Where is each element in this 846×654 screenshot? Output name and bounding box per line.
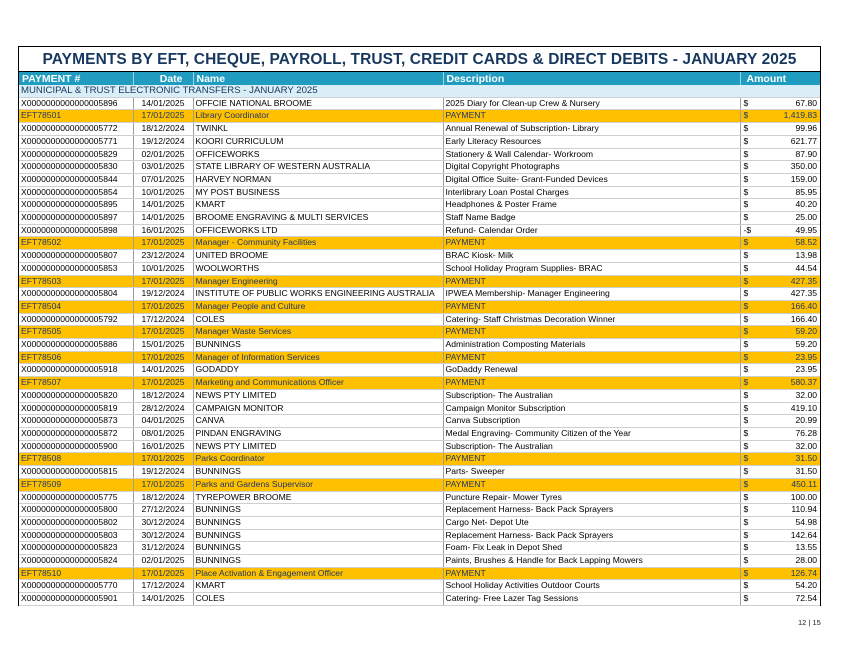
name-cell: OFFICEWORKS [193, 148, 443, 161]
currency-cell: $ [740, 161, 756, 174]
currency-cell: $ [740, 326, 756, 339]
date-cell: 31/12/2024 [133, 542, 193, 555]
name-cell: BUNNINGS [193, 542, 443, 555]
table-row [19, 389, 820, 402]
table-row [19, 364, 820, 377]
table-row [19, 440, 820, 453]
date-cell: 10/01/2025 [133, 262, 193, 275]
name-cell: KMART [193, 580, 443, 593]
amount-cell: 87.90 [756, 148, 820, 161]
description-cell: PAYMENT [443, 478, 740, 491]
currency-cell: $ [740, 199, 756, 212]
description-cell: Foam- Fix Leak in Depot Shed [443, 542, 740, 555]
amount-cell: 427.35 [756, 275, 820, 288]
eft-payment-row [19, 326, 820, 339]
currency-cell: $ [740, 415, 756, 428]
table-row [19, 466, 820, 479]
payment-cell: X0000000000000005901 [19, 593, 133, 606]
payment-cell: X0000000000000005771 [19, 135, 133, 148]
table-row [19, 123, 820, 136]
amount-cell: 350.00 [756, 161, 820, 174]
payment-cell: X0000000000000005886 [19, 339, 133, 352]
name-cell: BUNNINGS [193, 529, 443, 542]
payment-cell: X0000000000000005873 [19, 415, 133, 428]
payment-cell: X0000000000000005815 [19, 466, 133, 479]
amount-cell: 142.64 [756, 529, 820, 542]
description-cell: BRAC Kiosk- Milk [443, 250, 740, 263]
payment-cell: X0000000000000005900 [19, 440, 133, 453]
date-cell: 14/01/2025 [133, 97, 193, 110]
date-cell: 28/12/2024 [133, 402, 193, 415]
currency-cell: $ [740, 351, 756, 364]
description-cell: Catering- Free Lazer Tag Sessions [443, 593, 740, 606]
eft-payment-row [19, 275, 820, 288]
table-row [19, 339, 820, 352]
table-row [19, 415, 820, 428]
payments-table [19, 72, 820, 606]
name-cell: Manager Engineering [193, 275, 443, 288]
description-cell: Medal Engraving- Community Citizen of the Year [443, 427, 740, 440]
payment-cell: X0000000000000005896 [19, 97, 133, 110]
currency-cell: $ [740, 555, 756, 568]
currency-cell: $ [740, 593, 756, 606]
payment-cell: X0000000000000005898 [19, 224, 133, 237]
date-cell: 19/12/2024 [133, 288, 193, 301]
table-row [19, 186, 820, 199]
currency-cell: $ [740, 427, 756, 440]
page-number: 12 | 15 [798, 618, 821, 627]
date-cell: 17/01/2025 [133, 567, 193, 580]
eft-payment-row [19, 110, 820, 123]
payment-cell: X0000000000000005804 [19, 288, 133, 301]
description-cell: PAYMENT [443, 110, 740, 123]
payment-cell: X0000000000000005897 [19, 212, 133, 225]
description-cell: Refund- Calendar Order [443, 224, 740, 237]
description-cell: Replacement Harness- Back Pack Sprayers [443, 529, 740, 542]
description-cell: Replacement Harness- Back Pack Sprayers [443, 504, 740, 517]
description-cell: Digital Office Suite- Grant-Funded Devices [443, 173, 740, 186]
name-cell: BROOME ENGRAVING & MULTI SERVICES [193, 212, 443, 225]
currency-cell: $ [740, 288, 756, 301]
eft-payment-row [19, 300, 820, 313]
payment-cell: X0000000000000005823 [19, 542, 133, 555]
name-cell: MY POST BUSINESS [193, 186, 443, 199]
table-row [19, 555, 820, 568]
date-cell: 30/12/2024 [133, 516, 193, 529]
amount-cell: 621.77 [756, 135, 820, 148]
description-cell: PAYMENT [443, 453, 740, 466]
description-cell: PAYMENT [443, 326, 740, 339]
table-header-row [19, 72, 820, 85]
name-cell: STATE LIBRARY OF WESTERN AUSTRALIA [193, 161, 443, 174]
amount-cell: 1,419.83 [756, 110, 820, 123]
payment-cell: X0000000000000005803 [19, 529, 133, 542]
name-cell: COLES [193, 593, 443, 606]
header-description: Description [443, 72, 740, 85]
description-cell: Interlibrary Loan Postal Charges [443, 186, 740, 199]
table-row [19, 161, 820, 174]
description-cell: Stationery & Wall Calendar- Workroom [443, 148, 740, 161]
currency-cell: $ [740, 97, 756, 110]
currency-cell: $ [740, 504, 756, 517]
date-cell: 19/12/2024 [133, 466, 193, 479]
currency-cell: $ [740, 173, 756, 186]
amount-cell: 166.40 [756, 300, 820, 313]
payment-cell: X0000000000000005854 [19, 186, 133, 199]
description-cell: Subscription- The Australian [443, 440, 740, 453]
currency-cell: $ [740, 313, 756, 326]
payment-cell: EFT78503 [19, 275, 133, 288]
description-cell: Campaign Monitor Subscription [443, 402, 740, 415]
currency-cell: $ [740, 135, 756, 148]
payment-cell: EFT78502 [19, 237, 133, 250]
name-cell: UNITED BROOME [193, 250, 443, 263]
name-cell: Place Activation & Engagement Officer [193, 567, 443, 580]
date-cell: 18/12/2024 [133, 389, 193, 402]
currency-cell: $ [740, 453, 756, 466]
name-cell: BUNNINGS [193, 466, 443, 479]
date-cell: 18/12/2024 [133, 491, 193, 504]
name-cell: Manager - Community Facilities [193, 237, 443, 250]
name-cell: KMART [193, 199, 443, 212]
name-cell: BUNNINGS [193, 555, 443, 568]
table-row [19, 542, 820, 555]
description-cell: Headphones & Poster Frame [443, 199, 740, 212]
amount-cell: 32.00 [756, 440, 820, 453]
description-cell: Annual Renewal of Subscription- Library [443, 123, 740, 136]
payment-cell: X0000000000000005792 [19, 313, 133, 326]
date-cell: 17/01/2025 [133, 275, 193, 288]
table-row [19, 173, 820, 186]
date-cell: 17/01/2025 [133, 110, 193, 123]
payment-cell: X0000000000000005820 [19, 389, 133, 402]
amount-cell: 40.20 [756, 199, 820, 212]
name-cell: CAMPAIGN MONITOR [193, 402, 443, 415]
name-cell: OFFCIE NATIONAL BROOME [193, 97, 443, 110]
amount-cell: 31.50 [756, 466, 820, 479]
payment-cell: X0000000000000005872 [19, 427, 133, 440]
description-cell: Digital Copyright Photographs [443, 161, 740, 174]
amount-cell: 25.00 [756, 212, 820, 225]
date-cell: 16/01/2025 [133, 440, 193, 453]
eft-payment-row [19, 567, 820, 580]
name-cell: KOORI CURRICULUM [193, 135, 443, 148]
table-row [19, 516, 820, 529]
currency-cell: $ [740, 402, 756, 415]
currency-cell: -$ [740, 224, 756, 237]
amount-cell: 580.37 [756, 377, 820, 390]
payment-cell: EFT78501 [19, 110, 133, 123]
date-cell: 14/01/2025 [133, 593, 193, 606]
amount-cell: 31.50 [756, 453, 820, 466]
name-cell: TYREPOWER BROOME [193, 491, 443, 504]
name-cell: BUNNINGS [193, 504, 443, 517]
date-cell: 17/01/2025 [133, 300, 193, 313]
amount-cell: 159.00 [756, 173, 820, 186]
amount-cell: 100.00 [756, 491, 820, 504]
amount-cell: 54.20 [756, 580, 820, 593]
description-cell: PAYMENT [443, 275, 740, 288]
date-cell: 15/01/2025 [133, 339, 193, 352]
payment-cell: EFT78508 [19, 453, 133, 466]
table-row [19, 491, 820, 504]
amount-cell: 99.96 [756, 123, 820, 136]
name-cell: Parks Coordinator [193, 453, 443, 466]
section-row [19, 85, 820, 97]
amount-cell: 23.95 [756, 351, 820, 364]
currency-cell: $ [740, 516, 756, 529]
table-row [19, 529, 820, 542]
date-cell: 07/01/2025 [133, 173, 193, 186]
currency-cell: $ [740, 440, 756, 453]
table-row [19, 97, 820, 110]
amount-cell: 13.98 [756, 250, 820, 263]
amount-cell: 32.00 [756, 389, 820, 402]
currency-cell: $ [740, 123, 756, 136]
date-cell: 16/01/2025 [133, 224, 193, 237]
payment-cell: X0000000000000005800 [19, 504, 133, 517]
date-cell: 17/01/2025 [133, 351, 193, 364]
name-cell: OFFICEWORKS LTD [193, 224, 443, 237]
date-cell: 10/01/2025 [133, 186, 193, 199]
name-cell: BUNNINGS [193, 516, 443, 529]
amount-cell: 54.98 [756, 516, 820, 529]
currency-cell: $ [740, 389, 756, 402]
name-cell: Manager Waste Services [193, 326, 443, 339]
description-cell: Paints, Brushes & Handle for Back Lapping Mowers [443, 555, 740, 568]
payment-cell: X0000000000000005770 [19, 580, 133, 593]
payment-cell: X0000000000000005853 [19, 262, 133, 275]
currency-cell: $ [740, 580, 756, 593]
table-row [19, 313, 820, 326]
amount-cell: 85.95 [756, 186, 820, 199]
date-cell: 02/01/2025 [133, 555, 193, 568]
amount-cell: 28.00 [756, 555, 820, 568]
currency-cell: $ [740, 529, 756, 542]
payment-cell: EFT78510 [19, 567, 133, 580]
description-cell: PAYMENT [443, 351, 740, 364]
amount-cell: 44.54 [756, 262, 820, 275]
payment-cell: X0000000000000005775 [19, 491, 133, 504]
date-cell: 17/01/2025 [133, 377, 193, 390]
amount-cell: 59.20 [756, 326, 820, 339]
page-title: PAYMENTS BY EFT, CHEQUE, PAYROLL, TRUST, CREDIT CARDS & DIRECT DEBITS - JANUARY 2025 [19, 47, 820, 72]
name-cell: WOOLWORTHS [193, 262, 443, 275]
currency-cell: $ [740, 364, 756, 377]
amount-cell: 13.55 [756, 542, 820, 555]
payment-cell: EFT78506 [19, 351, 133, 364]
name-cell: PINDAN ENGRAVING [193, 427, 443, 440]
table-row [19, 504, 820, 517]
name-cell: BUNNINGS [193, 339, 443, 352]
amount-cell: 126.74 [756, 567, 820, 580]
amount-cell: 450.11 [756, 478, 820, 491]
description-cell: GoDaddy Renewal [443, 364, 740, 377]
date-cell: 17/01/2025 [133, 326, 193, 339]
payment-cell: EFT78505 [19, 326, 133, 339]
date-cell: 17/12/2024 [133, 580, 193, 593]
table-row [19, 427, 820, 440]
description-cell: Administration Composting Materials [443, 339, 740, 352]
payments-sheet [18, 46, 821, 606]
currency-cell: $ [740, 466, 756, 479]
amount-cell: 72.54 [756, 593, 820, 606]
currency-cell: $ [740, 110, 756, 123]
description-cell: 2025 Diary for Clean-up Crew & Nursery [443, 97, 740, 110]
currency-cell: $ [740, 567, 756, 580]
header-payment: PAYMENT # [19, 72, 133, 85]
table-row [19, 580, 820, 593]
date-cell: 03/01/2025 [133, 161, 193, 174]
eft-payment-row [19, 237, 820, 250]
description-cell: Early Literacy Resources [443, 135, 740, 148]
payment-cell: X0000000000000005824 [19, 555, 133, 568]
table-row [19, 224, 820, 237]
date-cell: 17/01/2025 [133, 453, 193, 466]
date-cell: 27/12/2024 [133, 504, 193, 517]
currency-cell: $ [740, 262, 756, 275]
currency-cell: $ [740, 186, 756, 199]
header-amount: Amount [740, 72, 820, 85]
date-cell: 04/01/2025 [133, 415, 193, 428]
currency-cell: $ [740, 478, 756, 491]
description-cell: Puncture Repair- Mower Tyres [443, 491, 740, 504]
amount-cell: 59.20 [756, 339, 820, 352]
payment-cell: X0000000000000005895 [19, 199, 133, 212]
payment-cell: X0000000000000005918 [19, 364, 133, 377]
description-cell: School Holiday Activities Outdoor Courts [443, 580, 740, 593]
table-row [19, 402, 820, 415]
name-cell: Manager People and Culture [193, 300, 443, 313]
currency-cell: $ [740, 212, 756, 225]
amount-cell: 76.28 [756, 427, 820, 440]
payment-cell: X0000000000000005844 [19, 173, 133, 186]
date-cell: 14/01/2025 [133, 199, 193, 212]
payment-cell: X0000000000000005807 [19, 250, 133, 263]
currency-cell: $ [740, 491, 756, 504]
date-cell: 08/01/2025 [133, 427, 193, 440]
payment-cell: X0000000000000005819 [19, 402, 133, 415]
name-cell: Manager of Information Services [193, 351, 443, 364]
amount-cell: 20.99 [756, 415, 820, 428]
table-row [19, 262, 820, 275]
name-cell: GODADDY [193, 364, 443, 377]
currency-cell: $ [740, 250, 756, 263]
section-label: MUNICIPAL & TRUST ELECTRONIC TRANSFERS - JANUARY 2025 [19, 85, 820, 97]
currency-cell: $ [740, 300, 756, 313]
table-row [19, 199, 820, 212]
currency-cell: $ [740, 237, 756, 250]
eft-payment-row [19, 351, 820, 364]
date-cell: 02/01/2025 [133, 148, 193, 161]
description-cell: PAYMENT [443, 300, 740, 313]
table-row [19, 593, 820, 606]
date-cell: 23/12/2024 [133, 250, 193, 263]
name-cell: COLES [193, 313, 443, 326]
description-cell: Catering- Staff Christmas Decoration Winner [443, 313, 740, 326]
amount-cell: 110.94 [756, 504, 820, 517]
currency-cell: $ [740, 339, 756, 352]
name-cell: INSTITUTE OF PUBLIC WORKS ENGINEERING AUSTRALIA [193, 288, 443, 301]
payment-cell: X0000000000000005829 [19, 148, 133, 161]
description-cell: PAYMENT [443, 377, 740, 390]
eft-payment-row [19, 377, 820, 390]
name-cell: NEWS PTY LIMITED [193, 389, 443, 402]
payment-cell: EFT78504 [19, 300, 133, 313]
description-cell: Staff Name Badge [443, 212, 740, 225]
date-cell: 14/01/2025 [133, 212, 193, 225]
date-cell: 18/12/2024 [133, 123, 193, 136]
name-cell: TWINKL [193, 123, 443, 136]
date-cell: 14/01/2025 [133, 364, 193, 377]
description-cell: Subscription- The Australian [443, 389, 740, 402]
name-cell: Parks and Gardens Supervisor [193, 478, 443, 491]
description-cell: PAYMENT [443, 567, 740, 580]
payment-cell: EFT78509 [19, 478, 133, 491]
date-cell: 17/01/2025 [133, 237, 193, 250]
date-cell: 19/12/2024 [133, 135, 193, 148]
currency-cell: $ [740, 377, 756, 390]
name-cell: Library Coordinator [193, 110, 443, 123]
payment-cell: EFT78507 [19, 377, 133, 390]
date-cell: 30/12/2024 [133, 529, 193, 542]
header-date: Date [133, 72, 193, 85]
eft-payment-row [19, 453, 820, 466]
payment-cell: X0000000000000005830 [19, 161, 133, 174]
name-cell: CANVA [193, 415, 443, 428]
description-cell: PAYMENT [443, 237, 740, 250]
name-cell: HARVEY NORMAN [193, 173, 443, 186]
date-cell: 17/12/2024 [133, 313, 193, 326]
table-row [19, 135, 820, 148]
table-row [19, 288, 820, 301]
table-row [19, 212, 820, 225]
amount-cell: 67.80 [756, 97, 820, 110]
currency-cell: $ [740, 275, 756, 288]
table-row [19, 148, 820, 161]
amount-cell: 23.95 [756, 364, 820, 377]
payment-cell: X0000000000000005802 [19, 516, 133, 529]
description-cell: Cargo Net- Depot Ute [443, 516, 740, 529]
table-row [19, 250, 820, 263]
currency-cell: $ [740, 148, 756, 161]
header-name: Name [193, 72, 443, 85]
amount-cell: 427.35 [756, 288, 820, 301]
amount-cell: 419.10 [756, 402, 820, 415]
description-cell: Canva Subscription [443, 415, 740, 428]
currency-cell: $ [740, 542, 756, 555]
name-cell: Marketing and Communications Officer [193, 377, 443, 390]
amount-cell: 58.52 [756, 237, 820, 250]
date-cell: 17/01/2025 [133, 478, 193, 491]
description-cell: School Holiday Program Supplies- BRAC [443, 262, 740, 275]
amount-cell: 166.40 [756, 313, 820, 326]
eft-payment-row [19, 478, 820, 491]
payment-cell: X0000000000000005772 [19, 123, 133, 136]
description-cell: IPWEA Membership- Manager Engineering [443, 288, 740, 301]
description-cell: Parts- Sweeper [443, 466, 740, 479]
name-cell: NEWS PTY LIMITED [193, 440, 443, 453]
amount-cell: 49.95 [756, 224, 820, 237]
